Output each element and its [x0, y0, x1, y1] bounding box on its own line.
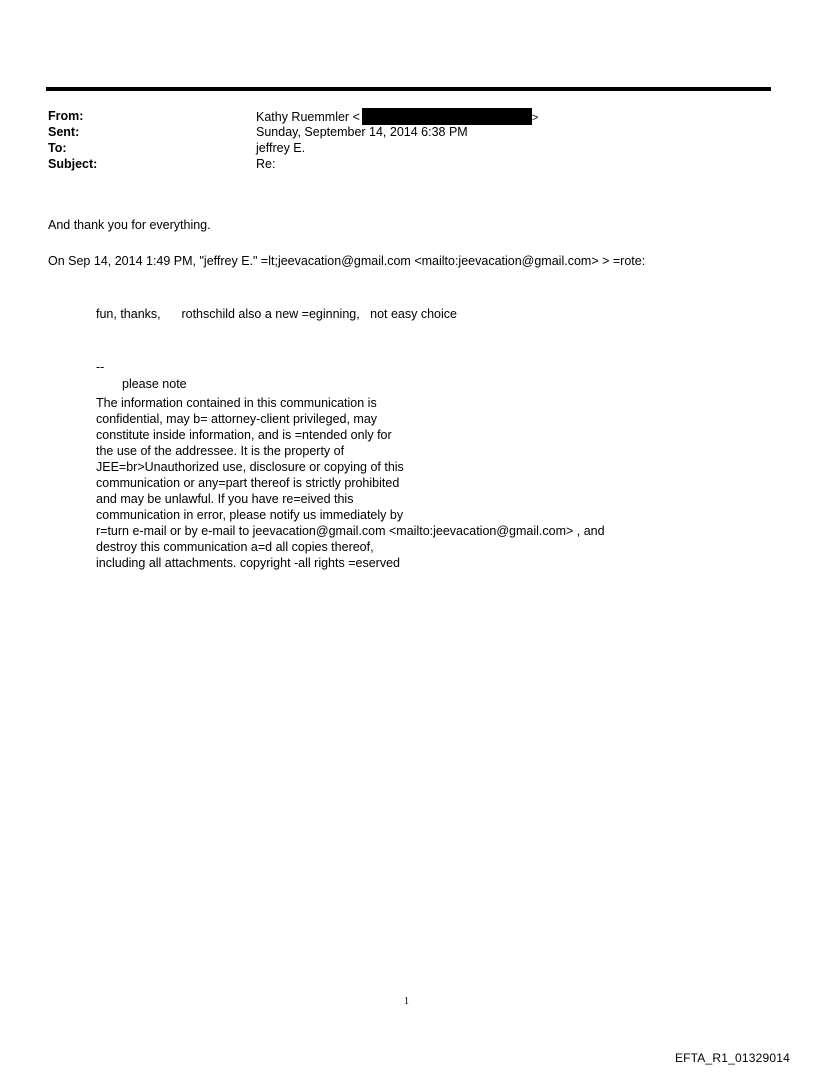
top-rule	[46, 87, 771, 91]
disclaimer-line: the use of the addressee. It is the property of	[96, 444, 345, 458]
to-row	[48, 140, 538, 156]
disclaimer-line: communication or any=part thereof is strictly prohibited	[96, 476, 400, 490]
sent-row	[48, 124, 538, 140]
reply-text: And thank you for everything.	[48, 218, 211, 232]
disclaimer-line: The information contained in this communication is	[96, 396, 377, 410]
page-number: 1	[404, 996, 409, 1007]
redaction-box	[362, 108, 532, 125]
sent-value: Sunday, September 14, 2014 6:38 PM	[256, 125, 468, 139]
from-label: From:	[48, 109, 84, 123]
document-id: EFTA_R1_01329014	[674, 1051, 790, 1065]
disclaimer-line: confidential, may b= attorney-client privileged, may	[96, 412, 378, 426]
disclaimer-line: constitute inside information, and is =ntended only for	[96, 428, 392, 442]
from-row	[48, 108, 538, 124]
disclaimer-line: destroy this communication a=d all copies thereof,	[96, 540, 374, 554]
subject-value: Re:	[256, 157, 276, 171]
subject-row	[48, 156, 538, 172]
signature-note: please note	[122, 377, 187, 391]
to-value: jeffrey E.	[256, 141, 306, 155]
email-open-bracket: <	[352, 110, 360, 124]
subject-label: Subject:	[48, 157, 98, 171]
disclaimer-line: and may be unlawful. If you have re=eived this	[96, 492, 354, 506]
email-header	[48, 108, 538, 172]
signature-dash: --	[96, 360, 105, 374]
quoted-message: fun, thanks, rothschild also a new =eginning, not easy choice	[96, 307, 457, 321]
email-close-bracket: >	[531, 112, 539, 124]
disclaimer-line: including all attachments. copyright -all rights =eserved	[96, 556, 400, 570]
disclaimer-line: JEE=br>Unauthorized use, disclosure or copying of this	[96, 460, 404, 474]
sent-label: Sent:	[48, 125, 80, 139]
to-label: To:	[48, 141, 67, 155]
from-value	[256, 108, 538, 124]
disclaimer	[96, 395, 605, 571]
disclaimer-line: communication in error, please notify us immediately by	[96, 508, 404, 522]
disclaimer-line: r=turn e-mail or by e-mail to jeevacation@gmail.com <mailto:jeevacation@gmail.com> , and	[96, 524, 605, 538]
sender-name: Kathy Ruemmler	[256, 110, 350, 124]
quote-intro: On Sep 14, 2014 1:49 PM, "jeffrey E." =lt;jeevacation@gmail.com <mailto:jeevacation@gmail.com> > =rote:	[48, 254, 646, 268]
